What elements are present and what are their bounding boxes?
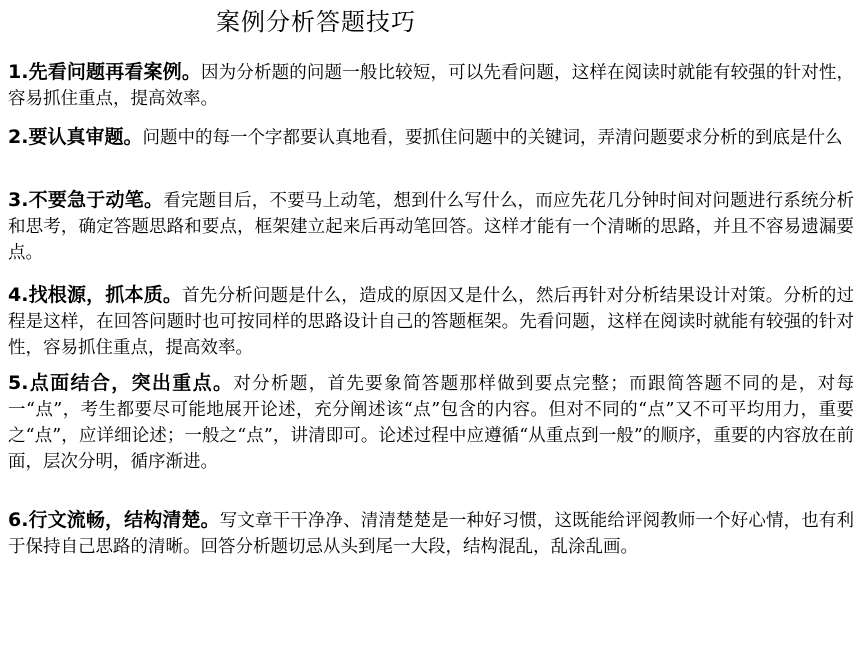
tip-paragraph-3 xyxy=(8,187,854,266)
tip-paragraph-5 xyxy=(8,370,854,475)
tip-body-2: 问题中的每一个字都要认真地看，要抓住问题中的关键词，弄清问题要求分析的到底是什么 xyxy=(142,128,843,148)
tip-heading-2: 2.要认真审题。 xyxy=(8,126,143,148)
tip-body-3: 看完题目后，不要马上动笔，想到什么写什么，而应先花几分钟时间对问题进行系统分析和思考，确定答题思路和要点，框架建立起来后再动笔回答。这样才能有一个清晰的思路，并且不容易遗漏要点。 xyxy=(8,191,854,263)
tip-heading-6: 6.行文流畅，结构清楚。 xyxy=(8,509,220,531)
tip-heading-3: 3.不要急于动笔。 xyxy=(8,189,164,211)
tip-body-1: 因为分析题的问题一般比较短，可以先看问题，这样在阅读时就能有较强的针对性，容易抓住重点，提高效率。 xyxy=(8,63,854,109)
tip-body-4: 首先分析问题是什么，造成的原因又是什么，然后再针对分析结果设计对策。分析的过程是这样，在回答问题时也可按同样的思路设计自己的答题框架。先看问题，这样在阅读时就能有较强的针对性，容易抓住重点，提高效率。 xyxy=(8,286,854,358)
page-title: 案例分析答题技巧 xyxy=(216,8,416,36)
tip-paragraph-2 xyxy=(8,124,854,151)
tip-paragraph-1 xyxy=(8,59,854,112)
tip-paragraph-6 xyxy=(8,507,854,560)
tip-heading-4: 4.找根源，抓本质。 xyxy=(8,284,183,306)
tip-body-5: 对分析题，首先要象简答题那样做到要点完整；而跟简答题不同的是，对每一“点”，考生都要尽可能地展开论述，充分阐述该“点”包含的内容。但对不同的“点”又不可平均用力，重要之“点”，应详细论述；一般之“点”，讲清即可。论述过程中应遵循“从重点到一般”的顺序，重要的内容放在前面，层次分明，循序渐进。 xyxy=(8,374,854,472)
tip-paragraph-4 xyxy=(8,282,854,361)
tip-body-6: 写文章干干净净、清清楚楚是一种好习惯，这既能给评阅教师一个好心情，也有利于保持自己思路的清晰。回答分析题切忌从头到尾一大段，结构混乱，乱涂乱画。 xyxy=(8,511,854,557)
tip-heading-1: 1.先看问题再看案例。 xyxy=(8,61,201,83)
tip-heading-5: 5.点面结合，突出重点。 xyxy=(8,372,234,394)
